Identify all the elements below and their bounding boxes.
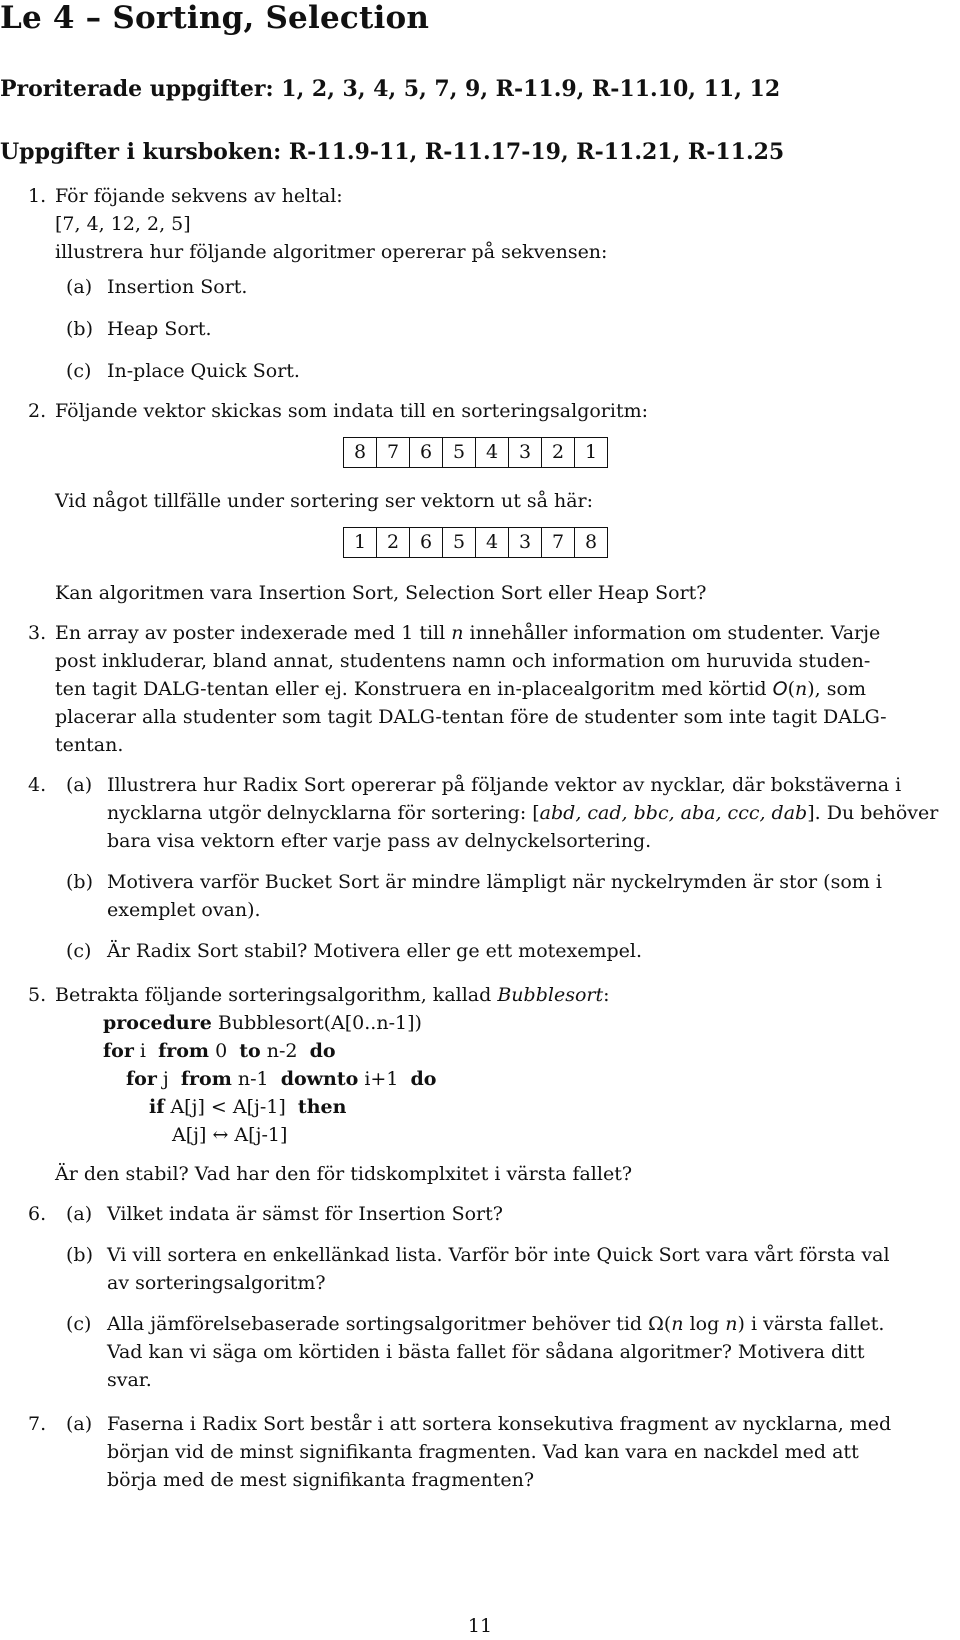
vector-cell: 6	[410, 438, 443, 467]
subitem-list	[55, 273, 958, 385]
subitem-c	[55, 1310, 958, 1394]
problem-number: 3.	[28, 622, 47, 644]
vector-cell: 7	[542, 528, 575, 557]
code-line: for i from 0 to n-2 do	[103, 1040, 336, 1062]
vector-cell: 4	[476, 438, 509, 467]
subitem-c	[55, 357, 958, 385]
subitem-a	[55, 273, 958, 301]
vector-cell: 3	[509, 528, 542, 557]
subitem-text: Alla jämförelsebaserade sortingsalgoritmer behöver tid Ω(n log n) i värsta fallet.	[107, 1313, 885, 1335]
subitem-text: Är Radix Sort stabil? Motivera eller ge ett motexempel.	[107, 940, 643, 962]
subitem-text: nycklarna utgör delnycklarna för sortering: [abd, cad, bbc, aba, ccc, dab]. Du behöver	[107, 802, 939, 824]
problem-3	[0, 619, 958, 771]
problem-2	[0, 397, 958, 619]
vector-cell: 3	[509, 438, 542, 467]
problem-6	[0, 1200, 958, 1394]
subitem-a	[55, 1200, 958, 1228]
page-title: Le 4 – Sorting, Selection	[0, 0, 430, 36]
subitem-list	[55, 771, 958, 965]
subitem-text: av sorteringsalgoritm?	[107, 1272, 326, 1294]
code-line: procedure Bubblesort(A[0..n-1])	[103, 1012, 422, 1034]
vector-cell: 5	[443, 528, 476, 557]
problem-number: 7.	[28, 1413, 47, 1435]
subitem-text: svar.	[107, 1369, 152, 1391]
subitem-b	[55, 315, 958, 343]
problem-text: För föjande sekvens av heltal:	[55, 185, 343, 207]
problem-text: Följande vektor skickas som indata till en sorteringsalgoritm:	[55, 400, 649, 422]
subitem-text: Illustrera hur Radix Sort opererar på följande vektor av nycklar, där bokstäverna i	[107, 774, 902, 796]
problem-number: 1.	[28, 185, 47, 207]
subitem-text: börja med de mest signifikanta fragmenten?	[107, 1469, 534, 1491]
subitem-text: In-place Quick Sort.	[107, 360, 300, 382]
subitem-label: (c)	[66, 940, 92, 962]
subitem-label: (a)	[66, 774, 93, 796]
problem-list	[0, 182, 958, 1510]
problem-question: Kan algoritmen vara Insertion Sort, Selection Sort eller Heap Sort?	[55, 582, 707, 604]
problem-text: tentan.	[55, 734, 124, 756]
intermediate-vector-row	[55, 515, 958, 579]
subitem-text: bara visa vektorn efter varje pass av delnyckelsortering.	[107, 830, 652, 852]
intermediate-vector	[343, 527, 608, 558]
subitem-label: (b)	[66, 871, 93, 893]
subitem-label: (c)	[66, 360, 92, 382]
subitem-text: exemplet ovan).	[107, 899, 261, 921]
vector-cell: 5	[443, 438, 476, 467]
subitem-label: (a)	[66, 276, 93, 298]
subitem-b	[55, 1241, 958, 1297]
subitem-label: (b)	[66, 318, 93, 340]
pseudocode-block	[48, 1009, 958, 1149]
problem-number: 2.	[28, 400, 47, 422]
vector-cell: 8	[344, 438, 377, 467]
subitem-c	[55, 937, 958, 965]
problem-5	[0, 981, 958, 1200]
code-line: for j from n-1 downto i+1 do	[126, 1068, 437, 1090]
vector-cell: 8	[584, 531, 598, 553]
problem-1	[0, 182, 958, 385]
page-number: 11	[467, 1615, 493, 1637]
subitem-text: Faserna i Radix Sort består i att sortera konsekutiva fragment av nycklarna, med	[107, 1413, 892, 1435]
vector-cell: 4	[476, 528, 509, 557]
vector-cell: 1	[584, 441, 598, 463]
problem-text: Vid något tillfälle under sortering ser vektorn ut så här:	[55, 490, 594, 512]
subitem-text: Vi vill sortera en enkellänkad lista. Varför bör inte Quick Sort vara vårt första val	[107, 1244, 890, 1266]
problem-question: Är den stabil? Vad har den för tidskomplxitet i värsta fallet?	[55, 1163, 633, 1185]
subitem-list	[55, 1410, 958, 1494]
subitem-text: Vad kan vi säga om körtiden i bästa fallet för sådana algoritmer? Motivera ditt	[107, 1341, 865, 1363]
subitem-text: början vid de minst signifikanta fragmenten. Vad kan vara en nackdel med att	[107, 1441, 859, 1463]
problem-text: placerar alla studenter som tagit DALG-tentan före de studenter som inte tagit DALG-	[55, 706, 887, 728]
prioritized-tasks: Proriterade uppgifter: 1, 2, 3, 4, 5, 7, 9, R-11.9, R-11.10, 11, 12	[0, 76, 781, 102]
subitem-text: Motivera varför Bucket Sort är mindre lämpligt när nyckelrymden är stor (som i	[107, 871, 882, 893]
course-book-tasks: Uppgifter i kursboken: R-11.9-11, R-11.17-19, R-11.21, R-11.25	[0, 139, 785, 165]
subitem-b	[55, 868, 958, 924]
code-line: A[j] ↔ A[j-1]	[172, 1124, 288, 1146]
vector-cell: 6	[410, 528, 443, 557]
problem-number: 5.	[28, 984, 47, 1006]
subitem-text: Vilket indata är sämst för Insertion Sort?	[107, 1203, 503, 1225]
problem-number: 4.	[28, 774, 47, 796]
subitem-text: Insertion Sort.	[107, 276, 248, 298]
problem-number: 6.	[28, 1203, 47, 1225]
problem-text: ten tagit DALG-tentan eller ej. Konstruera en in-placealgoritm med körtid O(n), som	[55, 678, 866, 700]
problem-7	[0, 1410, 958, 1494]
subitem-a	[55, 771, 958, 855]
problem-text: En array av poster indexerade med 1 till n innehåller information om studenter. Varje	[55, 622, 881, 644]
vector-cell: 1	[344, 528, 377, 557]
problem-text: post inkluderar, bland annat, studentens namn och information om huruvida studen-	[55, 650, 871, 672]
subitem-a	[55, 1410, 958, 1494]
code-line: if A[j] < A[j-1] then	[149, 1096, 347, 1118]
input-vector-row	[55, 425, 958, 487]
subitem-label: (a)	[66, 1413, 93, 1435]
subitem-list	[55, 1200, 958, 1394]
input-vector	[343, 437, 608, 468]
integer-sequence: [7, 4, 12, 2, 5]	[55, 213, 191, 235]
problem-4	[0, 771, 958, 965]
vector-cell: 2	[542, 438, 575, 467]
subitem-label: (b)	[66, 1244, 93, 1266]
problem-text: illustrera hur följande algoritmer opererar på sekvensen:	[55, 241, 608, 263]
vector-cell: 2	[377, 528, 410, 557]
subitem-text: Heap Sort.	[107, 318, 212, 340]
subitem-label: (a)	[66, 1203, 93, 1225]
problem-text: Betrakta följande sorteringsalgorithm, kallad Bubblesort:	[55, 984, 610, 1006]
vector-cell: 7	[377, 438, 410, 467]
subitem-label: (c)	[66, 1313, 92, 1335]
